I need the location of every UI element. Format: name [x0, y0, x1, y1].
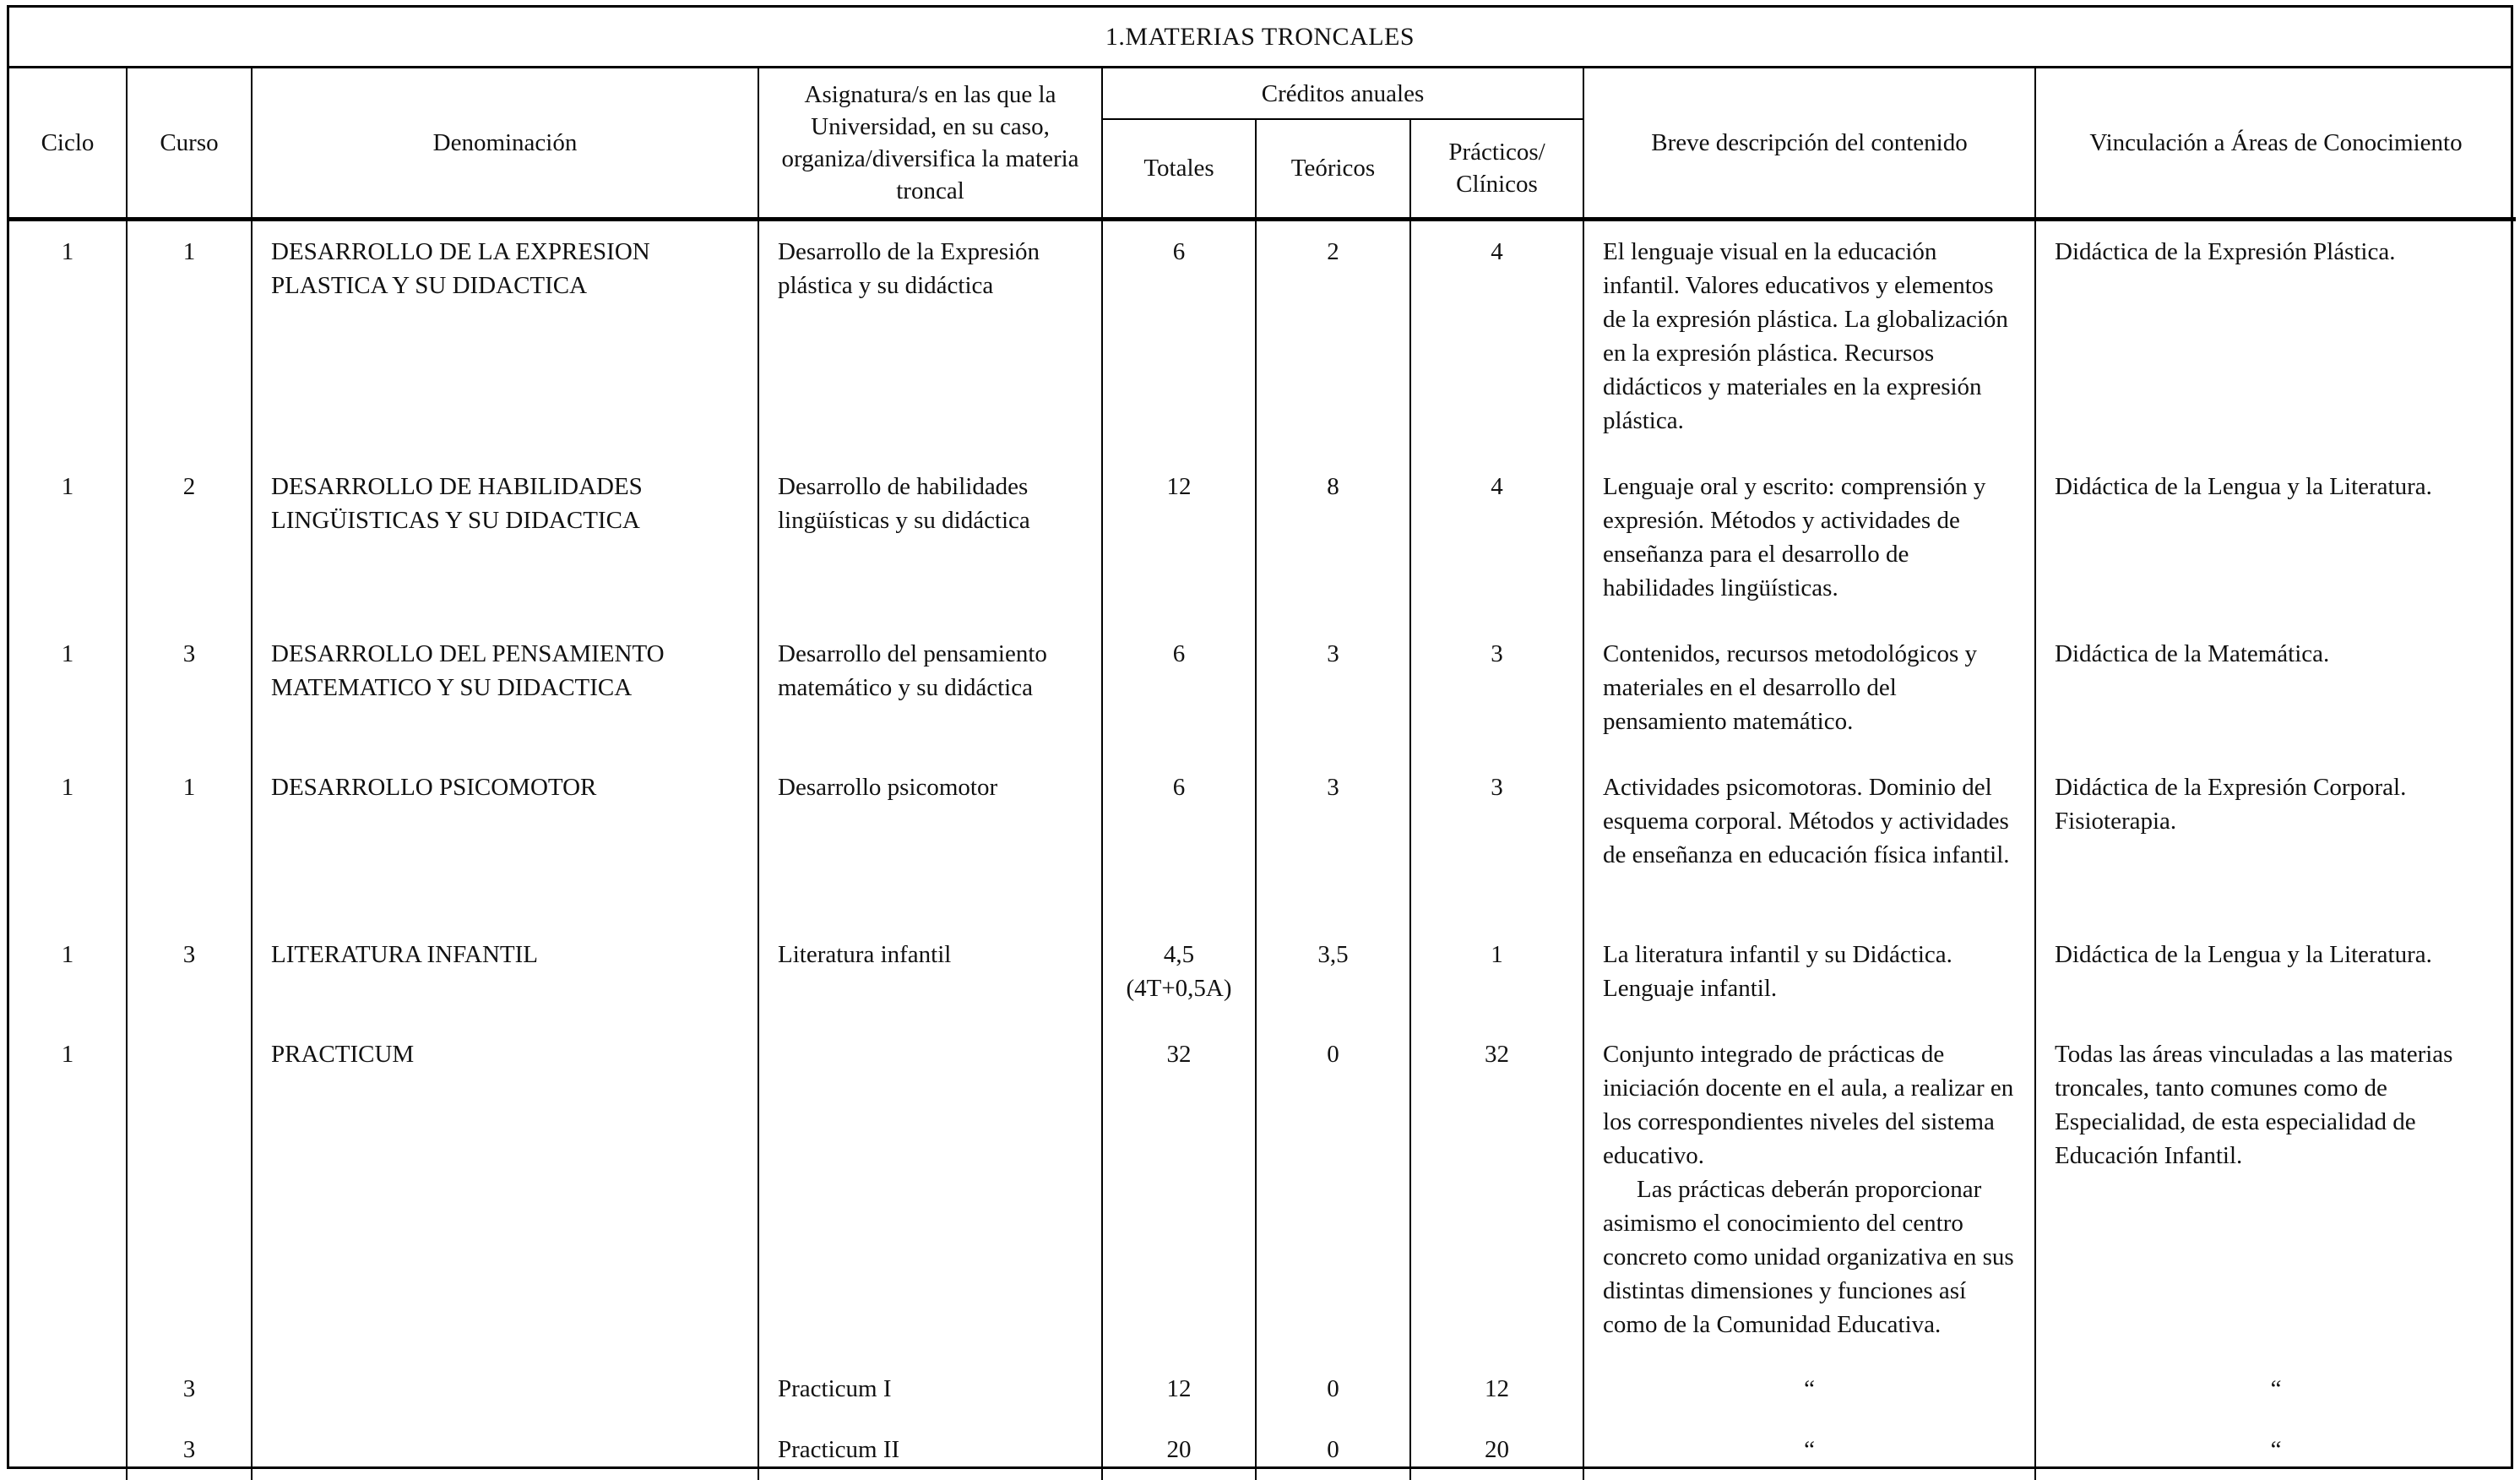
cell-teoricos: 0: [1256, 1419, 1410, 1480]
cell-denominacion: PRACTICUM: [252, 1024, 758, 1358]
cell-ciclo: [9, 1358, 127, 1419]
table-title: 1.MATERIAS TRONCALES: [9, 8, 2511, 68]
header-practicos: Prácticos/ Clínicos: [1410, 119, 1583, 219]
cell-denominacion: [252, 1358, 758, 1419]
cell-asignatura: Desarrollo psicomotor: [758, 757, 1102, 924]
cell-denominacion: DESARROLLO DEL PENSAMIENTO MATEMATICO Y SU DIDACTICA: [252, 623, 758, 757]
header-descripcion: Breve descripción del contenido: [1583, 68, 2035, 219]
cell-teoricos: 0: [1256, 1024, 1410, 1358]
header-curso: Curso: [127, 68, 252, 219]
table-row: [9, 456, 2516, 623]
cell-ciclo: [9, 1419, 127, 1480]
cell-totales: 6: [1102, 623, 1256, 757]
header-vinculacion: Vinculación a Áreas de Conocimiento: [2035, 68, 2516, 219]
cell-curso: [127, 1024, 252, 1358]
cell-totales: 20: [1102, 1419, 1256, 1480]
cell-denominacion: DESARROLLO PSICOMOTOR: [252, 757, 758, 924]
cell-ciclo: 1: [9, 219, 127, 456]
cell-asignatura: Desarrollo de habilidades lingüísticas y su didáctica: [758, 456, 1102, 623]
cell-practicos: 1: [1410, 924, 1583, 1024]
cell-denominacion: DESARROLLO DE HABILIDADES LINGÜISTICAS Y SU DIDACTICA: [252, 456, 758, 623]
header-totales: Totales: [1102, 119, 1256, 219]
cell-teoricos: 0: [1256, 1358, 1410, 1419]
totales-breakdown: (4T+0,5A): [1126, 974, 1232, 1002]
cell-ciclo: 1: [9, 456, 127, 623]
cell-totales: [1102, 924, 1256, 1024]
cell-denominacion: DESARROLLO DE LA EXPRESION PLASTICA Y SU DIDACTICA: [252, 219, 758, 456]
header-teoricos: Teóricos: [1256, 119, 1410, 219]
cell-vinculacion: “: [2035, 1419, 2516, 1480]
cell-practicos: 3: [1410, 757, 1583, 924]
cell-denominacion: [252, 1419, 758, 1480]
cell-descripcion: El lenguaje visual en la educación infantil. Valores educativos y elementos de la expresión plástica. La globalización en la expresión plástica. Recursos didácticos y materiales en la expresión plástica.: [1583, 219, 2035, 456]
cell-asignatura: Desarrollo del pensamiento matemático y su didáctica: [758, 623, 1102, 757]
cell-teoricos: 3,5: [1256, 924, 1410, 1024]
cell-descripcion: “: [1583, 1419, 2035, 1480]
cell-asignatura: Desarrollo de la Expresión plástica y su didáctica: [758, 219, 1102, 456]
cell-curso: 3: [127, 1358, 252, 1419]
cell-vinculacion: Todas las áreas vinculadas a las materias troncales, tanto comunes como de Especialidad, de esta especialidad de Educación Infantil.: [2035, 1024, 2516, 1358]
cell-totales: 32: [1102, 1024, 1256, 1358]
cell-totales: 12: [1102, 456, 1256, 623]
cell-asignatura: [758, 1024, 1102, 1358]
cell-descripcion: Actividades psicomotoras. Dominio del esquema corporal. Métodos y actividades de enseñanza en educación física infantil.: [1583, 757, 2035, 924]
cell-vinculacion: Didáctica de la Expresión Corporal. Fisioterapia.: [2035, 757, 2516, 924]
table-row: [9, 1024, 2516, 1358]
header-ciclo: Ciclo: [9, 68, 127, 219]
cell-curso: 2: [127, 456, 252, 623]
cell-curso: 1: [127, 757, 252, 924]
cell-curso: 3: [127, 623, 252, 757]
cell-denominacion: LITERATURA INFANTIL: [252, 924, 758, 1024]
cell-ciclo: 1: [9, 924, 127, 1024]
cell-asignatura: Practicum II: [758, 1419, 1102, 1480]
table-row: [9, 1419, 2516, 1480]
cell-teoricos: 3: [1256, 757, 1410, 924]
cell-vinculacion: Didáctica de la Lengua y la Literatura.: [2035, 924, 2516, 1024]
cell-teoricos: 8: [1256, 456, 1410, 623]
cell-practicos: 32: [1410, 1024, 1583, 1358]
cell-teoricos: 3: [1256, 623, 1410, 757]
cell-vinculacion: “: [2035, 1358, 2516, 1419]
descripcion-paragraph-2: Las prácticas deberán proporcionar asimismo el conocimiento del centro concreto como unidad organizativa en sus distintas dimensiones y funciones así como de la Comunidad Educativa.: [1603, 1175, 2014, 1338]
cell-totales: 6: [1102, 757, 1256, 924]
cell-descripcion: [1583, 1024, 2035, 1358]
cell-vinculacion: Didáctica de la Matemática.: [2035, 623, 2516, 757]
cell-totales: 12: [1102, 1358, 1256, 1419]
descripcion-paragraph-1: Conjunto integrado de prácticas de iniciación docente en el aula, a realizar en los correspondientes niveles del sistema educativo.: [1603, 1040, 2014, 1169]
table-row: [9, 1358, 2516, 1419]
cell-practicos: 4: [1410, 456, 1583, 623]
cell-curso: 3: [127, 1419, 252, 1480]
cell-practicos: 3: [1410, 623, 1583, 757]
cell-vinculacion: Didáctica de la Expresión Plástica.: [2035, 219, 2516, 456]
cell-ciclo: 1: [9, 623, 127, 757]
table-row: [9, 924, 2516, 1024]
header-creditos-anuales: Créditos anuales: [1102, 68, 1583, 119]
header-denominacion: Denominación: [252, 68, 758, 219]
subjects-table: [9, 68, 2516, 1480]
cell-asignatura: Literatura infantil: [758, 924, 1102, 1024]
materias-troncales-sheet: [7, 5, 2513, 1469]
cell-descripcion: “: [1583, 1358, 2035, 1419]
cell-descripcion: Contenidos, recursos metodológicos y materiales en el desarrollo del pensamiento matemático.: [1583, 623, 2035, 757]
cell-ciclo: 1: [9, 757, 127, 924]
cell-practicos: 20: [1410, 1419, 1583, 1480]
totales-value: 4,5: [1163, 940, 1195, 968]
header-asignatura: Asignatura/s en las que la Universidad, en su caso, organiza/diversifica la materia troncal: [758, 68, 1102, 219]
table-row: [9, 757, 2516, 924]
cell-totales: 6: [1102, 219, 1256, 456]
cell-practicos: 4: [1410, 219, 1583, 456]
cell-ciclo: 1: [9, 1024, 127, 1358]
cell-curso: 1: [127, 219, 252, 456]
cell-teoricos: 2: [1256, 219, 1410, 456]
table-row: [9, 623, 2516, 757]
cell-vinculacion: Didáctica de la Lengua y la Literatura.: [2035, 456, 2516, 623]
cell-descripcion: La literatura infantil y su Didáctica. Lenguaje infantil.: [1583, 924, 2035, 1024]
cell-curso: 3: [127, 924, 252, 1024]
cell-asignatura: Practicum I: [758, 1358, 1102, 1419]
cell-descripcion: Lenguaje oral y escrito: comprensión y expresión. Métodos y actividades de enseñanza para el desarrollo de habilidades lingüísticas.: [1583, 456, 2035, 623]
table-row: [9, 219, 2516, 456]
cell-practicos: 12: [1410, 1358, 1583, 1419]
